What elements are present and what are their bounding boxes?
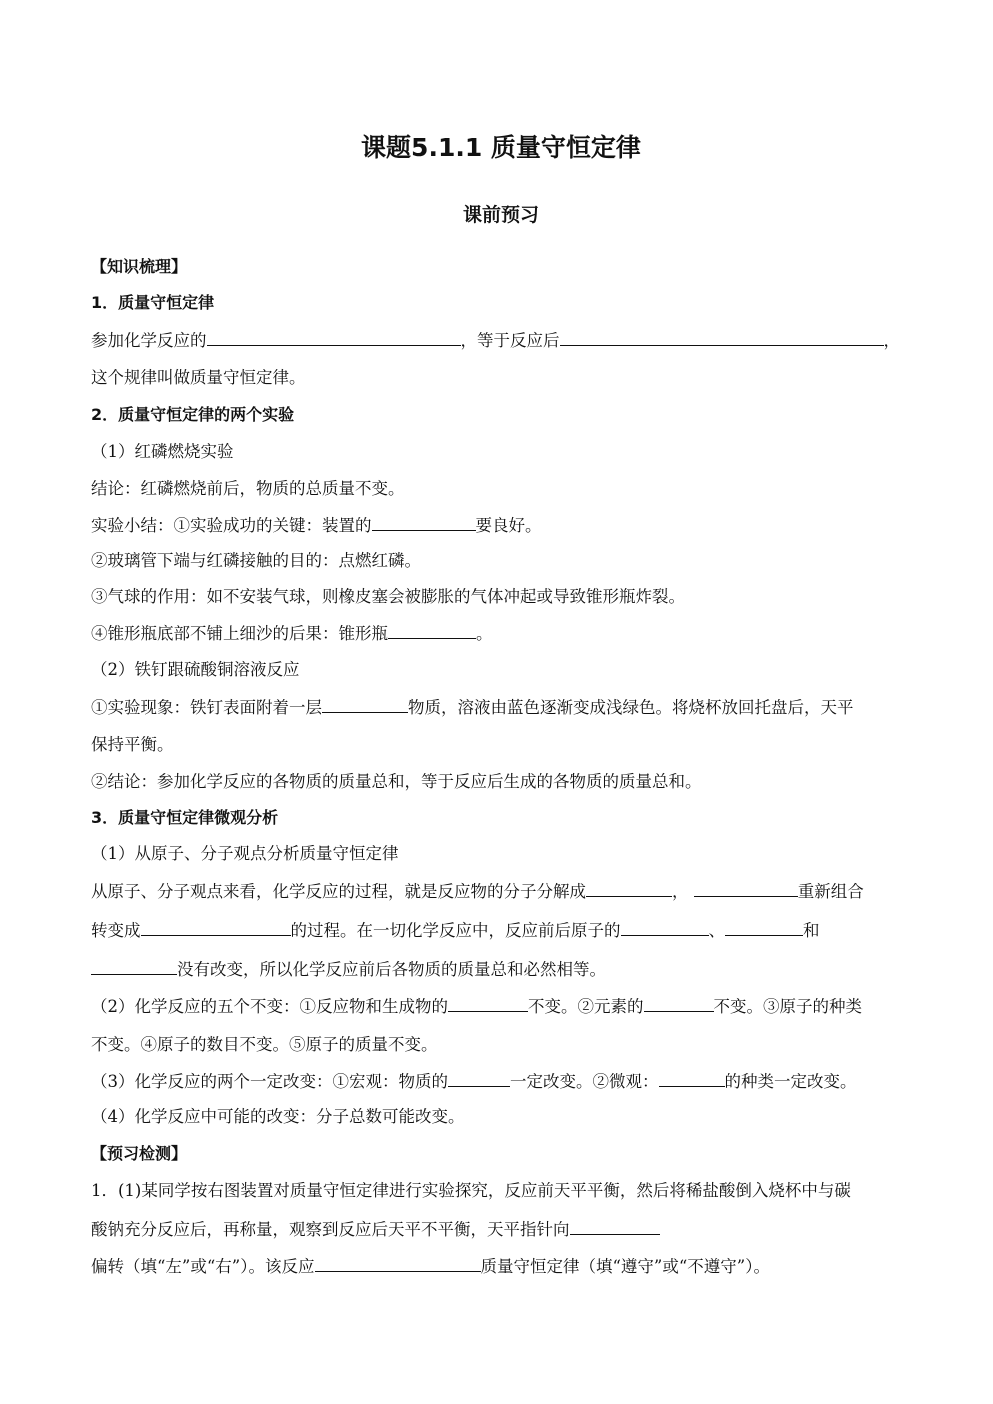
fill-blank[interactable] <box>621 918 709 936</box>
fill-blank[interactable] <box>448 994 528 1012</box>
text-line: 参加化学反应的 ，等于反应后 ， <box>91 328 911 353</box>
text-line: ④锥形瓶底部不铺上细沙的后果：锥形瓶 。 <box>91 621 911 646</box>
question-line: 酸钠充分反应后，再称量，观察到反应后天平不平衡，天平指针向 <box>91 1217 911 1242</box>
text-line: （4）化学反应中可能的改变：分子总数可能改变。 <box>91 1107 465 1126</box>
fill-blank[interactable] <box>388 621 476 639</box>
fill-blank[interactable] <box>91 957 177 975</box>
text-line: 从原子、分子观点来看，化学反应的过程，就是反应物的分子分解成 ， 重新组合 <box>91 879 911 904</box>
section-heading-knowledge: 【知识梳理】 <box>91 257 188 276</box>
text-line: ②结论：参加化学反应的各物质的质量总和，等于反应后生成的各物质的质量总和。 <box>91 772 702 791</box>
fill-blank[interactable] <box>315 1254 481 1272</box>
text-line: ②玻璃管下端与红磷接触的目的：点燃红磷。 <box>91 551 421 570</box>
text-line: 转变成 的过程。在一切化学反应中，反应前后原子的 、 和 <box>91 918 911 943</box>
fill-blank[interactable] <box>560 328 884 346</box>
text-line: 没有改变，所以化学反应前后各物质的质量总和必然相等。 <box>91 957 911 982</box>
fill-blank[interactable] <box>141 918 291 936</box>
fill-blank[interactable] <box>644 994 714 1012</box>
heading-3: 3．质量守恒定律微观分析 <box>91 808 279 827</box>
text-line: （2）铁钉跟硫酸铜溶液反应 <box>91 660 300 679</box>
text-line: 实验小结：①实验成功的关键：装置的 要良好。 <box>91 513 911 538</box>
fill-blank[interactable] <box>659 1069 725 1087</box>
fill-blank[interactable] <box>207 328 461 346</box>
text-line: 保持平衡。 <box>91 735 174 754</box>
section-subtitle: 课前预习 <box>462 204 539 226</box>
heading-1: 1．质量守恒定律 <box>91 293 215 312</box>
page-title: 课题5.1.1 质量守恒定律 <box>361 133 641 162</box>
question-line: 1．(1)某同学按右图装置对质量守恒定律进行实验探究，反应前天平平衡，然后将稀盐酸倒入烧杯中与碳 <box>91 1181 851 1200</box>
text-line: ①实验现象：铁钉表面附着一层 物质，溶液由蓝色逐渐变成浅绿色。将烧杯放回托盘后，天平 <box>91 695 911 720</box>
section-heading-test: 【预习检测】 <box>91 1144 188 1163</box>
text-line: 不变。④原子的数目不变。⑤原子的质量不变。 <box>91 1035 438 1054</box>
fill-blank[interactable] <box>694 879 798 897</box>
text-line: （1）红磷燃烧实验 <box>91 442 234 461</box>
text-line: 结论：红磷燃烧前后，物质的总质量不变。 <box>91 479 405 498</box>
question-line: 偏转（填“左”或“右”）。该反应 质量守恒定律（填“遵守”或“不遵守”）。 <box>91 1254 911 1279</box>
text-line: （2）化学反应的五个不变：①反应物和生成物的 不变。②元素的 不变。③原子的种类 <box>91 994 911 1019</box>
fill-blank[interactable] <box>322 695 408 713</box>
text-line: ③气球的作用：如不安装气球，则橡皮塞会被膨胀的气体冲起或导致锥形瓶炸裂。 <box>91 587 685 606</box>
fill-blank[interactable] <box>372 513 476 531</box>
text-line: （1）从原子、分子观点分析质量守恒定律 <box>91 844 399 863</box>
heading-2: 2．质量守恒定律的两个实验 <box>91 405 295 424</box>
text-line: 这个规律叫做质量守恒定律。 <box>91 368 306 387</box>
fill-blank[interactable] <box>586 879 672 897</box>
fill-blank[interactable] <box>570 1217 660 1235</box>
fill-blank[interactable] <box>448 1069 510 1087</box>
text-line: （3）化学反应的两个一定改变：①宏观：物质的 一定改变。②微观： 的种类一定改变。 <box>91 1069 911 1094</box>
fill-blank[interactable] <box>725 918 803 936</box>
